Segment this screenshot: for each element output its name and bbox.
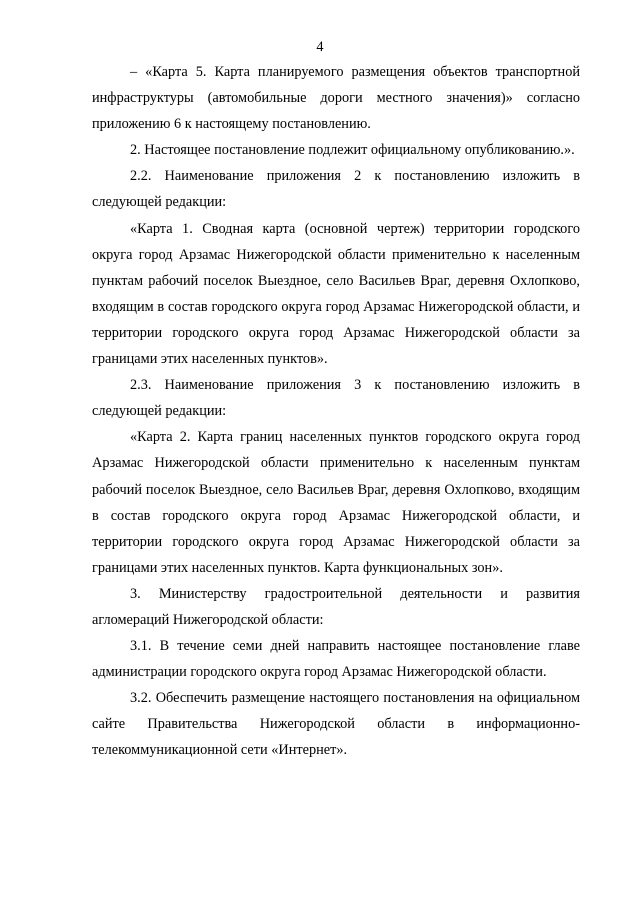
paragraph-karta-2: «Карта 2. Карта границ населенных пунктов городского округа город Арзамас Нижегородской области применительно к населенным пунктам рабочий поселок Выездное, село Васильев Враг, деревня Охлопково, входящим в состав городского округа город Арзамас Нижегородской области, и территории городского округа город Арзамас Нижегородской области за границами этих населенных пунктов. Карта функциональных зон». — [92, 429, 580, 576]
paragraph-karta-5: – «Карта 5. Карта планируемого размещения объектов транспортной инфраструктуры (автомобильные дороги местного значения)» согласно приложению 6 к настоящему постановлению. — [92, 64, 580, 133]
paragraph-item-2-3: 2.3. Наименование приложения 3 к постановлению изложить в следующей редакции: — [92, 377, 580, 420]
paragraph-item-2: 2. Настоящее постановление подлежит официальному опубликованию.». — [130, 142, 575, 159]
paragraph-item-3-2: 3.2. Обеспечить размещение настоящего постановления на официальном сайте Правительства Нижегородской области в информационно-телекоммуникационной сети «Интернет». — [92, 690, 580, 759]
page-number: 4 — [316, 39, 324, 55]
paragraph-item-3: 3. Министерству градостроительной деятельности и развития агломераций Нижегородской области: — [92, 585, 580, 628]
paragraph-karta-1: «Карта 1. Сводная карта (основной чертеж) территории городского округа город Арзамас Нижегородской области применительно к населенным пунктам рабочий поселок Выездное, село Васильев Враг, деревня Охлопково, входящим в состав городского округа город Арзамас Нижегородской области, и территории городского округа город Арзамас Нижегородской области за границами этих населенных пунктов». — [92, 220, 580, 368]
document-body — [92, 59, 580, 764]
paragraph-item-3-1: 3.1. В течение семи дней направить настоящее постановление главе администрации городского округа город Арзамас Нижегородской области. — [92, 638, 580, 681]
paragraph-item-2-2: 2.2. Наименование приложения 2 к постановлению изложить в следующей редакции: — [92, 168, 580, 211]
